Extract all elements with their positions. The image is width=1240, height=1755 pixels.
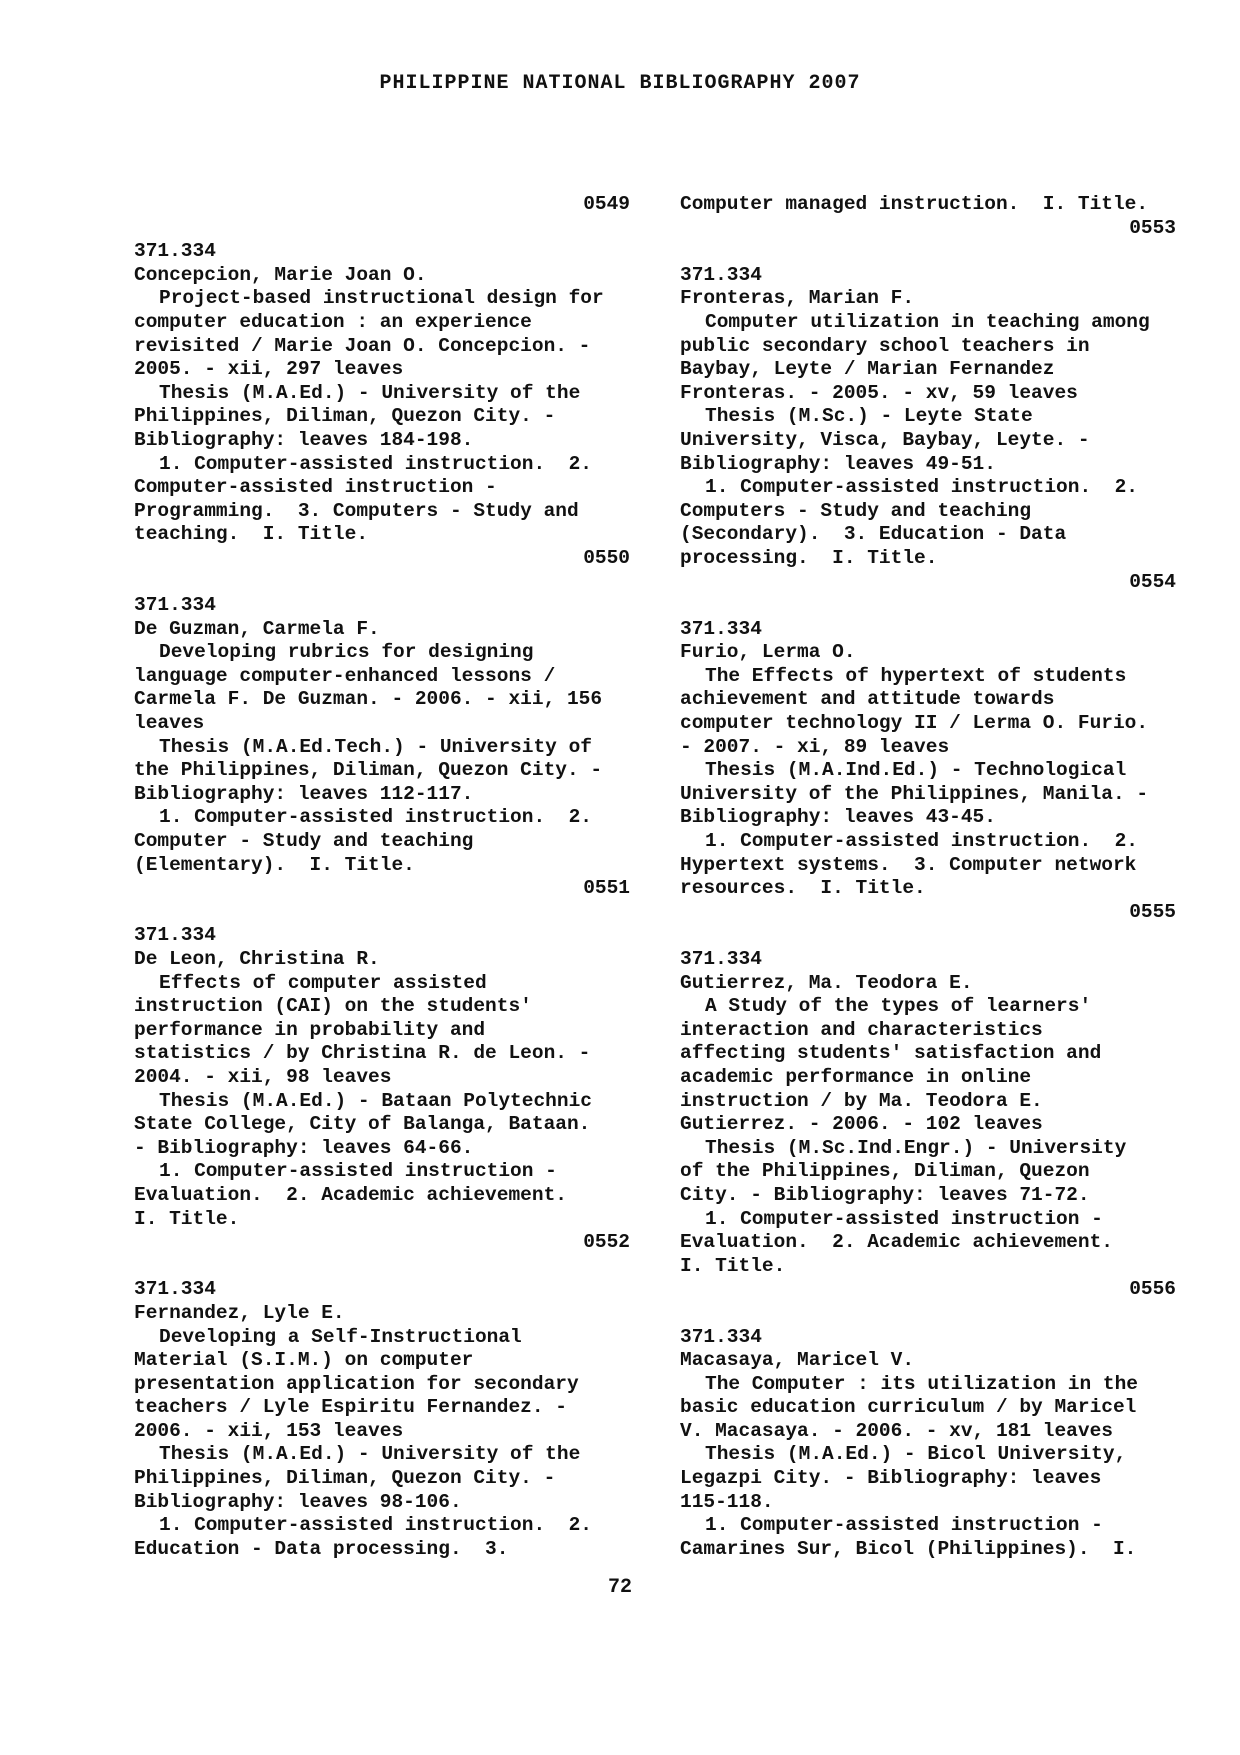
entry-title-line: achievement and attitude towards xyxy=(680,688,1055,711)
entry-subject-line: 1. Computer-assisted instruction. 2. xyxy=(705,830,1138,853)
entry-title-line: revisited / Marie Joan O. Concepcion. - xyxy=(134,334,591,357)
bibliography-entry xyxy=(134,217,630,571)
spacer xyxy=(680,594,1176,618)
page-header: PHILIPPINE NATIONAL BIBLIOGRAPHY 2007 xyxy=(379,72,861,95)
class-number: 371.334 xyxy=(134,1278,216,1301)
entry-title-line: The Effects of hypertext of students xyxy=(705,664,1127,687)
entry-author: De Leon, Christina R. xyxy=(134,948,380,970)
entry-subject-line: Hypertext systems. 3. Computer network xyxy=(680,853,1137,876)
entry-thesis-line: - Bibliography: leaves 64-66. xyxy=(134,1136,474,1159)
entry-number: 0556 xyxy=(1129,1278,1176,1301)
entry-thesis-line: Thesis (M.Sc.Ind.Engr.) - University xyxy=(705,1136,1127,1159)
spacer xyxy=(134,217,630,241)
entry-thesis-line: Thesis (M.A.Ind.Ed.) - Technological xyxy=(705,759,1127,782)
entry-thesis-line: City. - Bibliography: leaves 71-72. xyxy=(680,1183,1090,1206)
entry-subject-line: resources. I. Title. xyxy=(680,877,926,900)
entry-author: Concepcion, Marie Joan O. xyxy=(134,263,427,286)
entry-subject-line: Camarines Sur, Bicol (Philippines). I. xyxy=(680,1537,1137,1560)
entry-thesis-line: 115-118. xyxy=(680,1490,774,1513)
spacer xyxy=(680,1302,1176,1326)
bibliography-entry xyxy=(134,571,630,901)
bibliography-entry xyxy=(134,901,630,1255)
entry-thesis-line: Bibliography: leaves 184-198. xyxy=(134,428,474,451)
entry-title-line: A Study of the types of learners' xyxy=(705,995,1092,1018)
entry-title-line: 2006. - xii, 153 leaves xyxy=(134,1419,404,1442)
entry-thesis-line: University, Visca, Baybay, Leyte. - xyxy=(680,428,1090,451)
entry-subject-line: Computer - Study and teaching xyxy=(134,830,474,853)
entry-title-line: 2005. - xii, 297 leaves xyxy=(134,358,404,381)
entry-title-line: teachers / Lyle Espiritu Fernandez. - xyxy=(134,1396,567,1419)
entry-title-line: affecting students' satisfaction and xyxy=(680,1042,1102,1065)
entry-title-line: presentation application for secondary xyxy=(134,1372,579,1395)
spacer xyxy=(134,1255,630,1279)
entry-title-line: - 2007. - xi, 89 leaves xyxy=(680,735,950,758)
class-number: 371.334 xyxy=(680,948,762,970)
entry-subject-line: Evaluation. 2. Academic achievement. xyxy=(134,1183,567,1206)
entry-title-line: Developing rubrics for designing xyxy=(159,641,534,664)
entry-subject-line: I. Title. xyxy=(134,1207,240,1230)
entry-title-line: instruction (CAI) on the students' xyxy=(134,995,532,1018)
entry-number: 0552 xyxy=(583,1231,630,1254)
entry-subject-line: Programming. 3. Computers - Study and xyxy=(134,499,579,522)
entry-subject-line: 1. Computer-assisted instruction - xyxy=(705,1514,1103,1537)
page-number: 72 xyxy=(607,1576,632,1599)
entry-title-line: computer education : an experience xyxy=(134,310,532,333)
entry-subject-line: 1. Computer-assisted instruction - xyxy=(159,1160,557,1183)
entry-thesis-line: of the Philippines, Diliman, Quezon xyxy=(680,1160,1090,1183)
entry-number: 0555 xyxy=(1129,900,1176,923)
entry-thesis-line: Thesis (M.Sc.) - Leyte State xyxy=(705,405,1033,428)
entry-author: Macasaya, Maricel V. xyxy=(680,1349,915,1372)
class-number: 371.334 xyxy=(134,924,216,947)
right-column xyxy=(680,193,1176,1561)
entry-title-line: interaction and characteristics xyxy=(680,1018,1043,1041)
class-number: 371.334 xyxy=(134,594,216,617)
class-number: 371.334 xyxy=(680,1325,762,1348)
bibliography-entry xyxy=(680,594,1176,924)
spacer xyxy=(680,924,1176,948)
entry-thesis-line: Thesis (M.A.Ed.) - Bataan Polytechnic xyxy=(159,1089,592,1112)
entry-title-line: Material (S.I.M.) on computer xyxy=(134,1349,474,1372)
bibliography-entry xyxy=(680,240,1176,594)
entry-title-line: Baybay, Leyte / Marian Fernandez xyxy=(680,358,1055,381)
entry-author: Fernandez, Lyle E. xyxy=(134,1301,345,1324)
entry-thesis-line: Thesis (M.A.Ed.) - Bicol University, xyxy=(705,1443,1127,1466)
entry-number: 0550 xyxy=(583,546,630,569)
continuation-line: Computer managed instruction. I. Title. xyxy=(680,193,1149,215)
entry-title-line: Carmela F. De Guzman. - 2006. - xii, 156 xyxy=(134,688,603,711)
entry-subject-line: 1. Computer-assisted instruction. 2. xyxy=(159,1514,592,1537)
class-number: 371.334 xyxy=(680,263,762,286)
entry-subject-line: processing. I. Title. xyxy=(680,546,938,569)
entry-thesis-line: Bibliography: leaves 112-117. xyxy=(134,782,474,805)
entry-thesis-line: Bibliography: leaves 43-45. xyxy=(680,806,996,829)
entry-title-line: performance in probability and xyxy=(134,1018,486,1041)
left-column xyxy=(134,193,630,1561)
entry-thesis-line: Bibliography: leaves 49-51. xyxy=(680,452,996,475)
entry-subject-line: 1. Computer-assisted instruction. 2. xyxy=(159,452,592,475)
entry-subject-line: Evaluation. 2. Academic achievement. xyxy=(680,1231,1113,1254)
entry-title-line: Effects of computer assisted xyxy=(159,971,487,994)
entry-thesis-line: Philippines, Diliman, Quezon City. - xyxy=(134,1467,556,1490)
entry-title-line: The Computer : its utilization in the xyxy=(705,1372,1138,1395)
entry-thesis-line: Thesis (M.A.Ed.) - University of the xyxy=(159,1443,581,1466)
entry-subject-line: Computers - Study and teaching xyxy=(680,499,1032,522)
spacer xyxy=(134,901,630,925)
entry-subject-line: 1. Computer-assisted instruction. 2. xyxy=(705,476,1138,499)
entry-title-line: Computer utilization in teaching among xyxy=(705,310,1150,333)
entry-title-line: academic performance in online xyxy=(680,1065,1032,1088)
entry-title-line: language computer-enhanced lessons / xyxy=(134,664,556,687)
entry-thesis-line: Bibliography: leaves 98-106. xyxy=(134,1490,462,1513)
spacer xyxy=(680,240,1176,264)
class-number: 371.334 xyxy=(134,240,216,263)
entry-thesis-line: the Philippines, Diliman, Quezon City. - xyxy=(134,759,603,782)
bibliography-entry xyxy=(680,1302,1176,1562)
entry-title-line: Fronteras. - 2005. - xv, 59 leaves xyxy=(680,381,1078,404)
entry-thesis-line: Thesis (M.A.Ed.) - University of the xyxy=(159,381,581,404)
entry-author: Furio, Lerma O. xyxy=(680,641,856,664)
entry-subject-line: (Secondary). 3. Education - Data xyxy=(680,523,1067,546)
bibliography-entry xyxy=(680,924,1176,1302)
entry-number: 0553 xyxy=(1129,216,1176,239)
entry-subject-line: Education - Data processing. 3. xyxy=(134,1537,509,1560)
entry-number: 0554 xyxy=(1129,570,1176,593)
entry-title-line: 2004. - xii, 98 leaves xyxy=(134,1065,392,1088)
entry-number: 0549 xyxy=(583,193,630,215)
entry-thesis-line: University of the Philippines, Manila. - xyxy=(680,782,1149,805)
entry-thesis-line: State College, City of Balanga, Bataan. xyxy=(134,1113,591,1136)
bibliography-entry xyxy=(134,1255,630,1562)
class-number: 371.334 xyxy=(680,617,762,640)
entry-subject-line: Computer-assisted instruction - xyxy=(134,476,497,499)
spacer xyxy=(134,571,630,595)
entry-title-line: V. Macasaya. - 2006. - xv, 181 leaves xyxy=(680,1419,1113,1442)
entry-subject-line: I. Title. xyxy=(680,1254,786,1277)
entry-thesis-line: Thesis (M.A.Ed.Tech.) - University of xyxy=(159,735,592,758)
entry-subject-line: teaching. I. Title. xyxy=(134,523,369,546)
entry-subject-line: (Elementary). I. Title. xyxy=(134,853,415,876)
entry-thesis-line: Legazpi City. - Bibliography: leaves xyxy=(680,1467,1102,1490)
entry-thesis-line: Philippines, Diliman, Quezon City. - xyxy=(134,405,556,428)
entry-title-line: Project-based instructional design for xyxy=(159,287,604,310)
entry-title-line: instruction / by Ma. Teodora E. xyxy=(680,1089,1043,1112)
entry-author: Fronteras, Marian F. xyxy=(680,287,915,310)
entry-number: 0551 xyxy=(583,877,630,900)
entry-title-line: statistics / by Christina R. de Leon. - xyxy=(134,1042,591,1065)
entry-subject-line: 1. Computer-assisted instruction. 2. xyxy=(159,806,592,829)
entry-title-line: computer technology II / Lerma O. Furio. xyxy=(680,712,1149,735)
entry-author: De Guzman, Carmela F. xyxy=(134,617,380,640)
entry-title-line: basic education curriculum / by Maricel xyxy=(680,1396,1137,1419)
entry-title-line: Developing a Self-Instructional xyxy=(159,1325,522,1348)
entry-title-line: leaves xyxy=(134,712,205,735)
entry-author: Gutierrez, Ma. Teodora E. xyxy=(680,971,973,994)
entry-title-line: Gutierrez. - 2006. - 102 leaves xyxy=(680,1113,1043,1136)
entry-title-line: public secondary school teachers in xyxy=(680,334,1090,357)
entry-subject-line: 1. Computer-assisted instruction - xyxy=(705,1207,1103,1230)
